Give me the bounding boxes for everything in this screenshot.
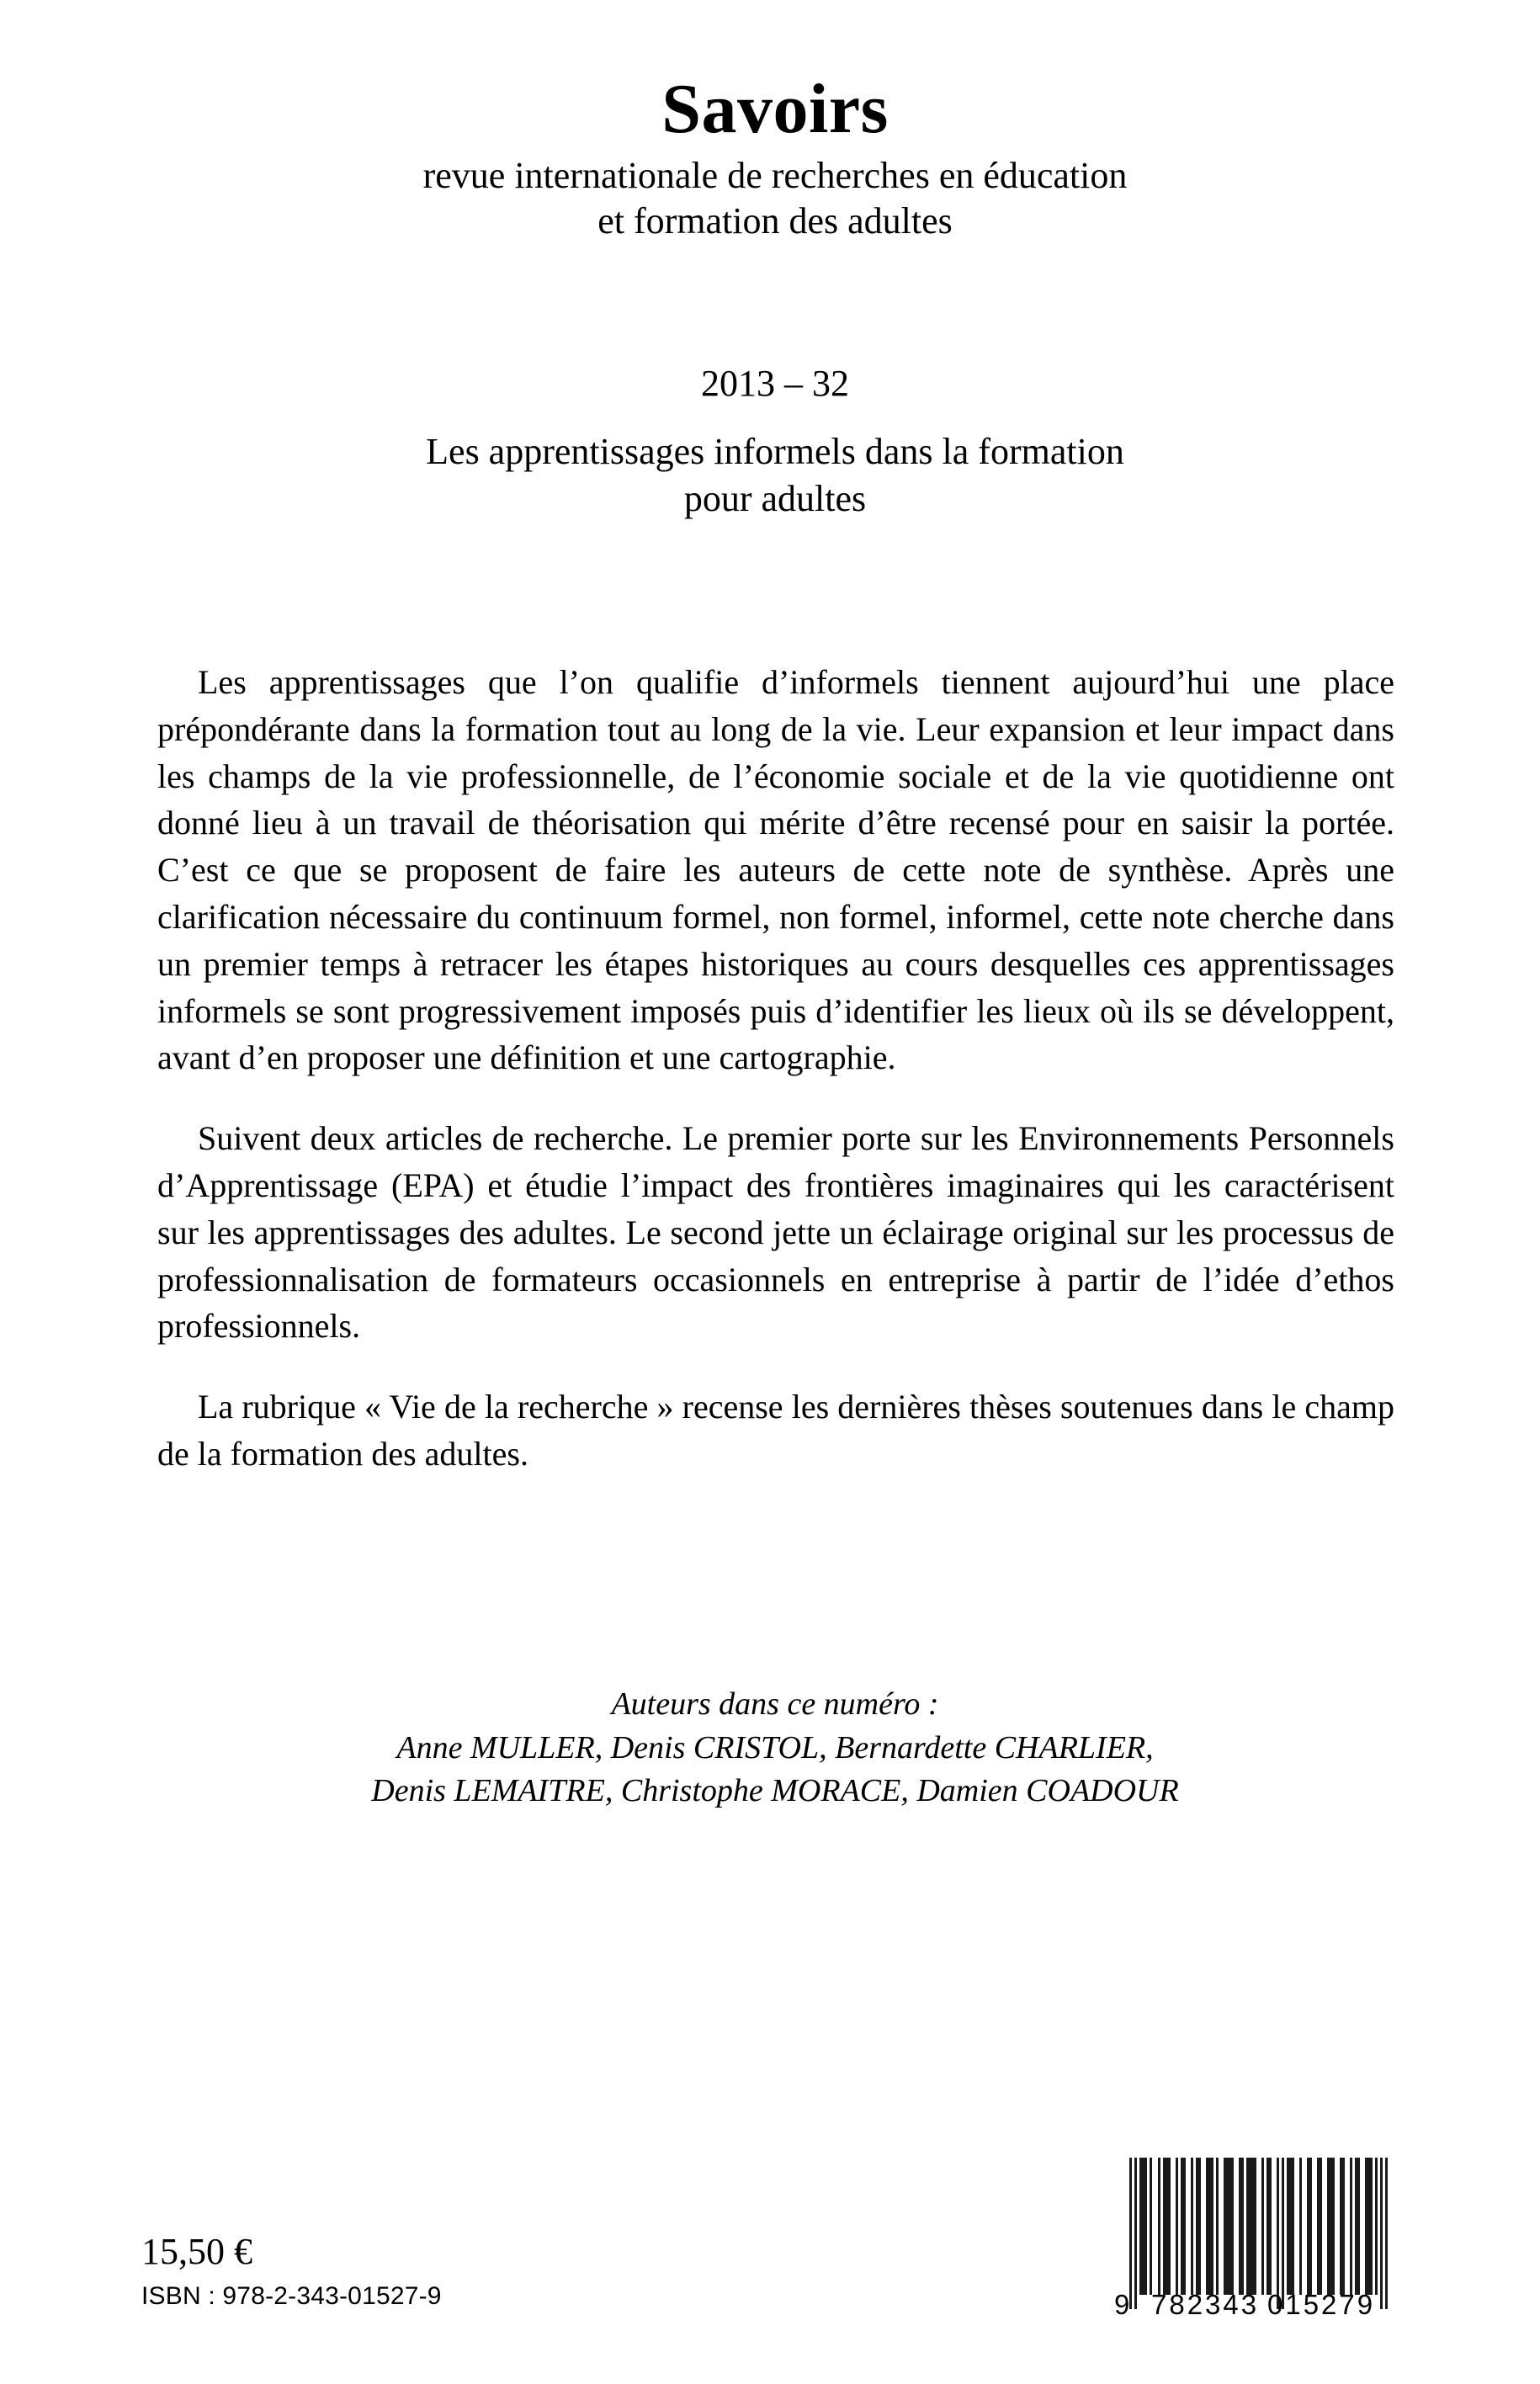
barcode-digits: [1111, 2287, 1389, 2321]
barcode: [1111, 2154, 1397, 2318]
blurb-text: [157, 659, 1394, 1478]
barcode-lead-digit: 9: [1114, 2289, 1133, 2320]
issue-block: [157, 360, 1393, 522]
authors-line-2: Denis LEMAITRE, Christophe MORACE, Damien COADOUR: [371, 1773, 1179, 1809]
issue-theme-line-1: Les apprentissages informels dans la formation: [426, 431, 1124, 473]
journal-subtitle-line-1: revue internationale de recherches en éducation: [422, 155, 1128, 196]
barcode-right-group: 015279: [1267, 2289, 1376, 2320]
barcode-left-group: 782343: [1151, 2289, 1260, 2320]
authors-names: [157, 1727, 1393, 1813]
issue-number: 2013 – 32: [701, 363, 849, 404]
blurb-paragraph-2: Suivent deux articles de recherche. Le premier porte sur les Environnements Personnels d’Apprentissage (EPA) et étudie l’impact des frontières imaginaires qui les caractérisent sur les apprentissages des adultes. Le second jette un éclairage original sur les processus de professionnalisation de formateurs occasionnels en entreprise à partir de l’idée d’ethos professionnels.: [157, 1119, 1394, 1346]
journal-subtitle-line-2: et formation des adultes: [597, 199, 953, 242]
blurb-paragraph-3: La rubrique « Vie de la recherche » recense les dernières thèses soutenues dans le champ de la formation des adultes.: [157, 1388, 1394, 1473]
journal-subtitle: [157, 153, 1393, 243]
authors-label: Auteurs dans ce numéro :: [611, 1686, 939, 1722]
issue-theme: [157, 428, 1393, 522]
issue-theme-line-2: pour adultes: [683, 477, 867, 519]
price: 15,50 €: [141, 2231, 252, 2272]
blurb-paragraph-1: Les apprentissages que l’on qualifie d’informels tiennent aujourd’hui une place prépondérante dans la formation tout au long de la vie. Leur expansion et leur impact dans les champs de la vie professionnelle, de l’économie sociale et de la vie quotidienne ont donné lieu à un travail de théorisation qui mérite d’être recensé pour en saisir la portée. C’est ce que se proposent de faire les auteurs de cette note de synthèse. Après une clarification nécessaire du continuum formel, non formel, informel, cette note cherche dans un premier temps à retracer les étapes historiques au cours desquelles ces apprentissages informels se sont progressivement imposés puis d’identifier les lieux où ils se développent, avant d’en proposer une définition et une cartographie.: [157, 663, 1394, 1077]
authors-block: [157, 1683, 1393, 1813]
isbn: ISBN : 978-2-343-01527-9: [141, 2281, 442, 2310]
masthead: [157, 70, 1393, 243]
authors-line-1: Anne MULLER, Denis CRISTOL, Bernardette CHARLIER,: [396, 1729, 1154, 1765]
journal-title: Savoirs: [661, 70, 889, 148]
price-isbn-block: [141, 2230, 442, 2310]
